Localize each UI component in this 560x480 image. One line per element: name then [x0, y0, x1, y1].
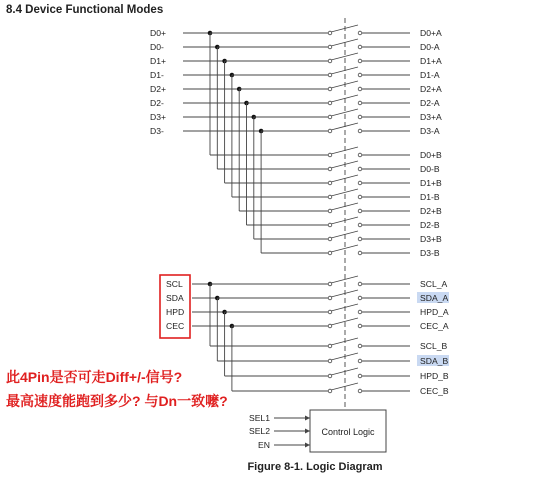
switch-contact [358, 73, 362, 77]
switch-contact [358, 181, 362, 185]
port-b-label: D3+B [420, 234, 442, 244]
switch-contact [358, 324, 362, 328]
annotation-line-2: 最高速度能跑到多少? 与Dn一致嚒? [6, 393, 228, 409]
switch-arm [331, 25, 358, 32]
port-a-label: D0-A [420, 42, 440, 52]
switch-arm [331, 318, 358, 325]
port-a-label: D0+A [420, 28, 442, 38]
switch-contact [358, 153, 362, 157]
switch-contact [358, 296, 362, 300]
arrow-icon [305, 416, 310, 421]
switch-contact [358, 223, 362, 227]
switch-contact [358, 59, 362, 63]
switch-arm [331, 217, 358, 224]
switch-contact [358, 31, 362, 35]
switch-contact [358, 310, 362, 314]
switch-arm [331, 189, 358, 196]
switch-contact [358, 45, 362, 49]
switch-contact [358, 101, 362, 105]
switch-contact [358, 87, 362, 91]
aux-pin-label: SDA [166, 293, 184, 303]
control-input-label: SEL2 [248, 426, 270, 436]
aux-port-a-label: CEC_A [420, 321, 449, 331]
switch-arm [331, 290, 358, 297]
left-pin-label: D1- [150, 70, 164, 80]
switch-contact [358, 251, 362, 255]
left-pin-label: D2+ [150, 84, 167, 94]
switch-arm [331, 109, 358, 116]
switch-arm [331, 338, 358, 345]
switch-arm [331, 147, 358, 154]
aux-port-a-label: SCL_A [420, 279, 448, 289]
switch-arm [331, 353, 358, 360]
switch-arm [331, 67, 358, 74]
aux-port-b-label: HPD_B [420, 371, 449, 381]
switch-arm [331, 161, 358, 168]
switch-contact [358, 344, 362, 348]
wires [183, 18, 410, 448]
switch-contact [358, 115, 362, 119]
control-logic-label: Control Logic [321, 427, 375, 437]
switch-arm [331, 81, 358, 88]
switch-contact [358, 237, 362, 241]
port-b-label: D2+B [420, 206, 442, 216]
arrow-icon [305, 443, 310, 448]
control-input-label: EN [258, 440, 270, 450]
switch-arm [331, 383, 358, 390]
port-b-label: D3-B [420, 248, 440, 258]
port-b-label: D1-B [420, 192, 440, 202]
port-a-label: D3-A [420, 126, 440, 136]
switch-arm [331, 123, 358, 130]
aux-port-b-label: CEC_B [420, 386, 449, 396]
switch-contact [358, 374, 362, 378]
switch-contact [358, 195, 362, 199]
switch-contact [358, 389, 362, 393]
left-pin-label: D1+ [150, 56, 167, 66]
switch-arm [331, 53, 358, 60]
left-pin-label: D0- [150, 42, 164, 52]
left-pin-label: D3- [150, 126, 164, 136]
switch-arm [331, 368, 358, 375]
port-b-label: D0-B [420, 164, 440, 174]
aux-port-b-label: SCL_B [420, 341, 448, 351]
port-b-label: D1+B [420, 178, 442, 188]
port-b-label: D2-B [420, 220, 440, 230]
aux-port-a-label: HPD_A [420, 307, 449, 317]
switch-arm [331, 39, 358, 46]
switch-contact [358, 167, 362, 171]
switch-contact [358, 209, 362, 213]
control-input-label: SEL1 [248, 413, 270, 423]
switch-arm [331, 231, 358, 238]
port-b-label: D0+B [420, 150, 442, 160]
aux-port-b-label: SDA_B [420, 356, 449, 366]
port-a-label: D3+A [420, 112, 442, 122]
left-pin-label: D3+ [150, 112, 167, 122]
switch-arm [331, 304, 358, 311]
left-pin-label: D0+ [150, 28, 167, 38]
annotation-line-1: 此4Pin是否可走Diff+/-信号? [6, 369, 183, 385]
aux-pin-label: SCL [166, 279, 183, 289]
section-title: 8.4 Device Functional Modes [6, 4, 164, 16]
figure-caption: Figure 8-1. Logic Diagram [247, 461, 383, 473]
switch-arm [331, 276, 358, 283]
port-a-label: D2+A [420, 84, 442, 94]
switch-arm [331, 245, 358, 252]
aux-pin-label: CEC [166, 321, 185, 331]
switch-contact [358, 359, 362, 363]
switch-arm [331, 203, 358, 210]
port-a-label: D1-A [420, 70, 440, 80]
switch-arm [331, 175, 358, 182]
switch-contact [358, 282, 362, 286]
port-a-label: D1+A [420, 56, 442, 66]
arrow-icon [305, 429, 310, 434]
switch-arm [331, 95, 358, 102]
switch-contact [358, 129, 362, 133]
port-a-label: D2-A [420, 98, 440, 108]
aux-pin-label: HPD [166, 307, 185, 317]
aux-port-a-label: SDA_A [420, 293, 449, 303]
left-pin-label: D2- [150, 98, 164, 108]
